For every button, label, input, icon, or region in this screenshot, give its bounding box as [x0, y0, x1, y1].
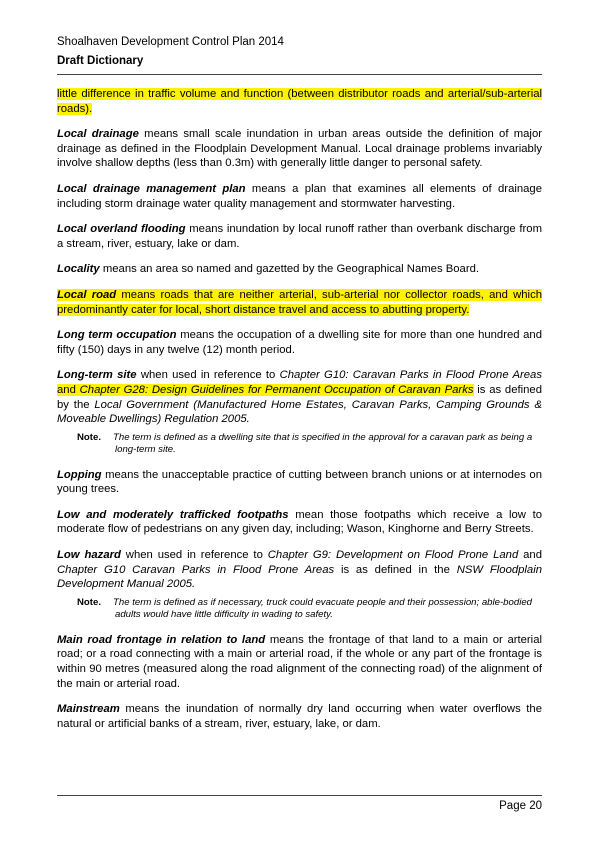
document-subtitle: Draft Dictionary	[57, 55, 144, 67]
highlighted-text: little difference in traffic volume and function (between distributor roads and arterial/sub-arterial roads).	[57, 88, 542, 115]
page-number: Page 20	[499, 800, 542, 812]
entry-text: when used in reference to	[136, 369, 280, 382]
entry-term: Local overland flooding	[57, 223, 186, 236]
entry-definition: means a plan that examines all elements of drainage including storm drainage water quality management and stormwater harvesting.	[57, 182, 542, 210]
entry-term: Local drainage management plan	[57, 182, 246, 195]
entry-definition: means an area so named and gazetted by the Geographical Names Board.	[99, 263, 480, 276]
highlighted-text	[57, 384, 474, 396]
entry-text: when used in reference to	[120, 549, 268, 562]
entry-lopping	[57, 468, 542, 497]
continued-paragraph	[57, 87, 542, 116]
entry-term: Mainstream	[57, 703, 120, 716]
manual-reference: NSW Floodplain Development Manual 2005.	[57, 563, 543, 591]
entry-text: is as defined by the	[57, 383, 542, 411]
chapter-reference: Chapter G28: Design Guidelines for Permanent Occupation of Caravan Parks	[79, 383, 474, 396]
footer-rule	[57, 795, 542, 796]
document-title: Shoalhaven Development Control Plan 2014	[57, 36, 284, 48]
entry-text: and	[57, 383, 80, 396]
entry-low-hazard	[57, 548, 542, 592]
highlighted-text	[57, 289, 542, 316]
entry-local-drainage-management-plan	[57, 182, 542, 211]
entry-long-term-occupation	[57, 328, 542, 357]
entry-term: Low and moderately trafficked footpaths	[57, 508, 289, 521]
entry-term: Locality	[57, 263, 100, 276]
entry-term: Lopping	[57, 468, 102, 481]
entry-term: Long term occupation	[57, 329, 177, 342]
entry-term: Local road	[57, 288, 117, 301]
note-label: Note.	[77, 596, 101, 608]
header-rule	[57, 74, 542, 75]
note-text: The term is defined as if necessary, truck could evacuate people and their possession; able-bodied adults would have little difficulty in wading to safety.	[113, 596, 532, 621]
regulation-reference: Local Government (Manufactured Home Estates, Caravan Parks, Camping Grounds & Moveable Dwellings) Regulation 2005.	[57, 398, 542, 426]
dictionary-body	[57, 87, 542, 742]
entry-mainstream	[57, 702, 542, 731]
entry-text: and	[518, 549, 542, 562]
entry-definition: means the occupation of a dwelling site for more than one hundred and fifty (150) days in any twelve (12) month period.	[57, 329, 542, 356]
entry-term: Main road frontage in relation to land	[57, 633, 266, 646]
chapter-reference: Chapter G9: Development on Flood Prone Land	[267, 549, 519, 562]
entry-main-road-frontage	[57, 633, 542, 691]
entry-term: Low hazard	[57, 549, 121, 562]
chapter-reference: Chapter G10 Caravan Parks in Flood Prone Areas	[57, 563, 335, 576]
entry-locality	[57, 262, 542, 277]
note-low-hazard	[77, 597, 542, 622]
entry-term: Local drainage	[57, 128, 139, 141]
entry-text: is as defined in the	[334, 563, 457, 576]
entry-definition: means inundation by local runoff rather than overbank discharge from a stream, river, estuary, lake or dam.	[57, 223, 542, 250]
entry-definition: means roads that are neither arterial, sub-arterial nor collector roads, and which predominantly cater for local, short distance travel and access to abutting property.	[57, 288, 543, 316]
entry-definition: means small scale inundation in urban areas outside the definition of major drainage as defined in the Floodplain Development Manual. Local drainage problems invariably involve shallow depths (less than 0.3m) with generally little danger to personal safety.	[57, 128, 542, 170]
note-text: The term is defined as a dwelling site that is specified in the approval for a caravan park as being a long-term site.	[113, 431, 533, 456]
note-label: Note.	[77, 431, 101, 443]
entry-low-moderately-trafficked-footpaths	[57, 508, 542, 537]
entry-local-drainage	[57, 127, 542, 171]
entry-local-road	[57, 288, 542, 317]
chapter-reference: Chapter G10: Caravan Parks in Flood Prone Areas	[279, 369, 542, 382]
entry-definition: means the inundation of normally dry land occurring when water overflows the natural or artificial banks of a stream, river, estuary, lake, or dam.	[57, 703, 542, 730]
entry-term: Long-term site	[57, 369, 137, 382]
entry-long-term-site	[57, 368, 542, 426]
note-long-term-site	[77, 432, 542, 457]
entry-local-overland-flooding	[57, 222, 542, 251]
entry-definition: means the unacceptable practice of cutting between branch unions or at internodes on young trees.	[57, 468, 542, 496]
entry-definition: mean those footpaths which receive a low to moderate flow of pedestrians on any given day, including; Wason, Kinghorne and Berry Streets.	[57, 508, 542, 536]
entry-definition: means the frontage of that land to a main or arterial road; or a road connecting with a main or arterial road, if the whole or any part of the frontage is within 90 metres (measured along the road alignment of the connecting road) of the alignment of the main or arterial road.	[57, 633, 542, 690]
